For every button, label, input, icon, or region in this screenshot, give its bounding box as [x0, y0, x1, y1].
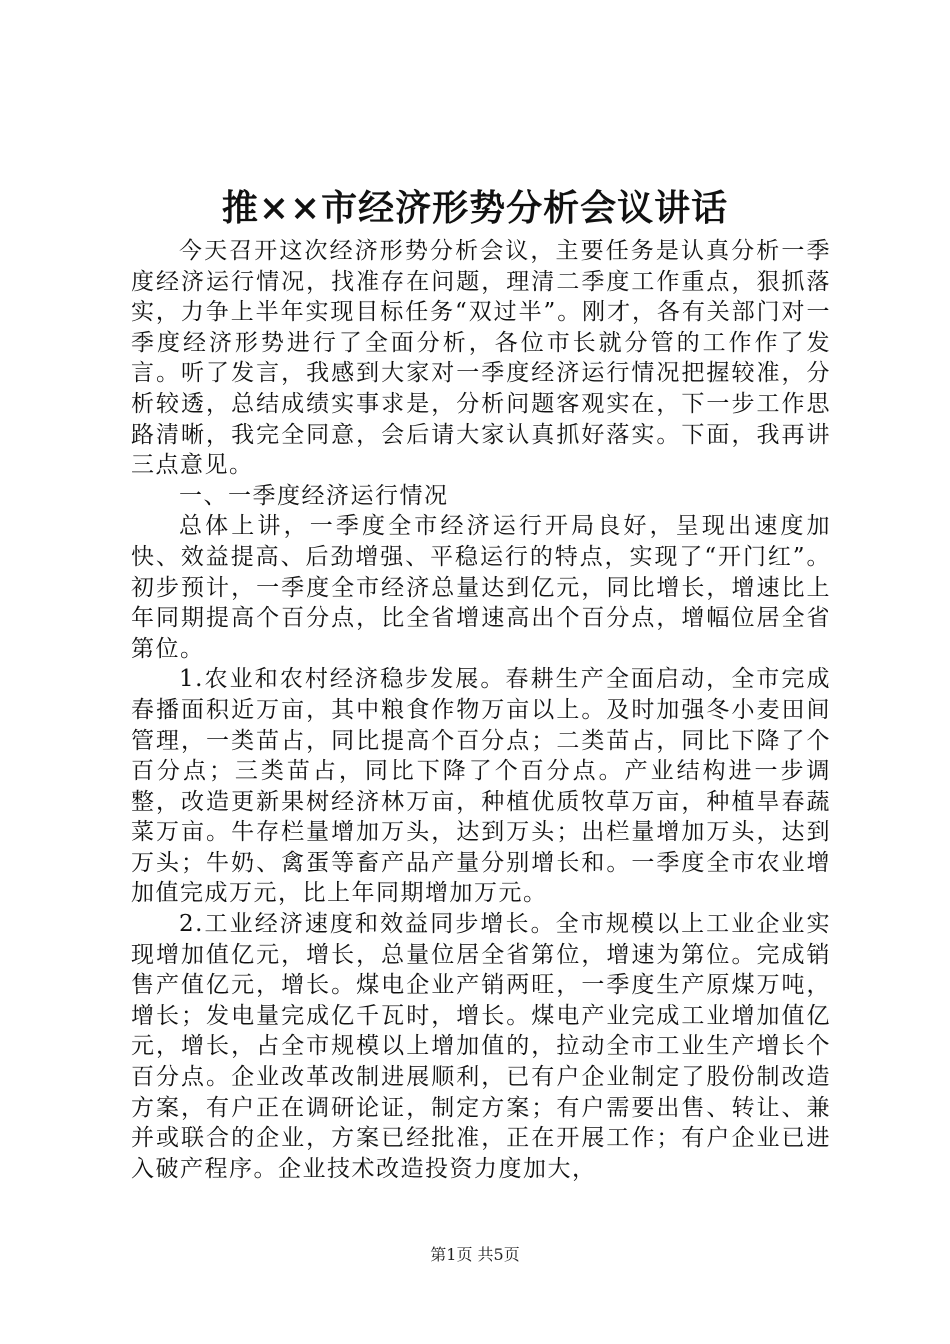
paragraph-intro: 今天召开这次经济形势分析会议，主要任务是认真分析一季度经济运行情况，找准存在问题，理清二季度工作重点，狠抓落实，力争上半年实现目标任务“双过半”。刚才，各有关部门对一季度经济形势进行了全面分析，各位市长就分管的工作作了发言。听了发言，我感到大家对一季度经济运行情况把握较准，分析较透，总结成绩实事求是，分析问题客观实在，下一步工作思路清晰，我完全同意，会后请大家认真抓好落实。下面，我再讲三点意见。: [131, 238, 831, 479]
page-footer: 第1页 共5页: [430, 1245, 520, 1264]
section-heading: 一、一季度经济运行情况: [179, 482, 449, 509]
document-title: 推××市经济形势分析会议讲话: [221, 187, 729, 229]
paragraph-overview: 总体上讲，一季度全市经济运行开局良好，呈现出速度加快、效益提高、后劲增强、平稳运行的特点，实现了“开门红”。初步预计，一季度全市经济总量达到亿元，同比增长，增速比上年同期提高个百分点，比全省增速高出个百分点，增幅位居全省第位。: [131, 513, 831, 662]
paragraph-industry: 2.工业经济速度和效益同步增长。全市规模以上工业企业实现增加值亿元，增长，总量位居全省第位，增速为第位。完成销售产值亿元，增长。煤电企业产销两旺，一季度生产原煤万吨，增长；发电量完成亿千瓦时，增长。煤电产业完成工业增加值亿元，增长，占全市规模以上增加值的，拉动全市工业生产增长个百分点。企业改革改制进展顺利，已有户企业制定了股份制改造方案，有户正在调研论证，制定方案；有户需要出售、转让、兼并或联合的企业，方案已经批准，正在开展工作；有户企业已进入破产程序。企业技术改造投资力度加大，: [131, 911, 831, 1182]
document-body: [131, 236, 831, 1184]
paragraph-agriculture: 1.农业和农村经济稳步发展。春耕生产全面启动，全市完成春播面积近万亩，其中粮食作物万亩以上。及时加强冬小麦田间管理，一类苗占，同比提高个百分点；二类苗占，同比下降了个百分点；三类苗占，同比下降了个百分点。产业结构进一步调整，改造更新果树经济林万亩，种植优质牧草万亩，种植旱春蔬菜万亩。牛存栏量增加万头，达到万头；出栏量增加万头，达到万头；牛奶、禽蛋等畜产品产量分别增长和。一季度全市农业增加值完成万元，比上年同期增加万元。: [131, 666, 831, 907]
